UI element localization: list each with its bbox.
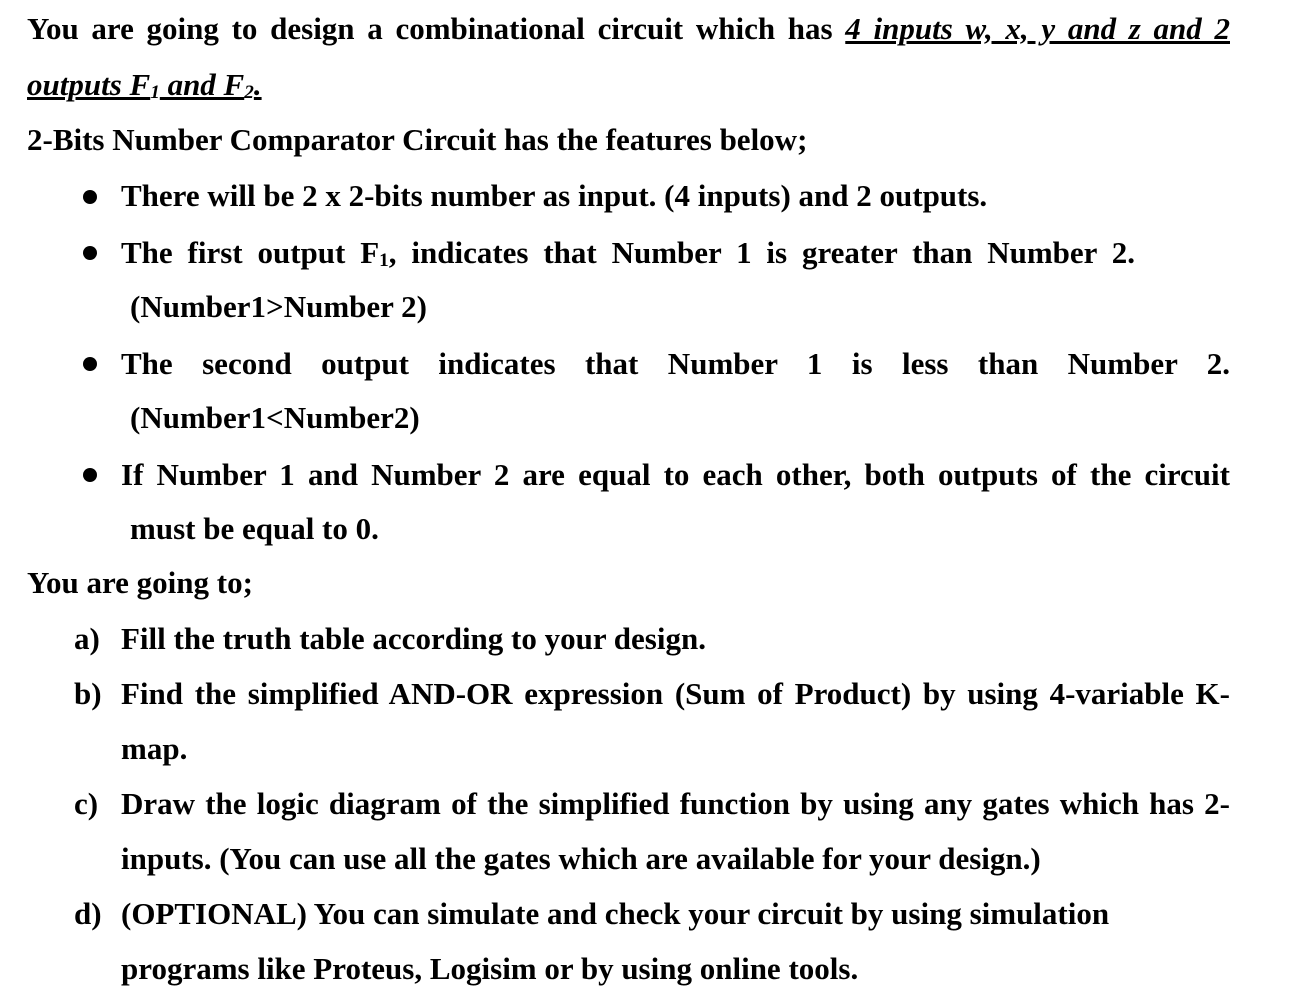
task-b-line-1: Find the simplified AND-OR expression (Sum of Product) by using 4-variable K- (121, 676, 1230, 711)
intro-line-1 (27, 13, 1230, 44)
feature-3-line-2: (Number1<Number2) (130, 400, 420, 435)
task-d-line-1: (OPTIONAL) You can simulate and check your circuit by using simulation (121, 896, 1110, 931)
section-title: 2-Bits Number Comparator Circuit has the features below; (27, 122, 808, 157)
task-b-marker: b) (74, 676, 102, 711)
intro-emphasis-2: outputs F1 and F2. (27, 67, 262, 103)
task-d-line-2: programs like Proteus, Logisim or by using online tools. (121, 951, 859, 986)
intro-prefix: You are going to design a combinational circuit which has (27, 11, 846, 46)
bullet-icon (83, 246, 97, 260)
feature-4-line-2: must be equal to 0. (130, 511, 379, 546)
feature-2-line-1: The first output F1, indicates that Number 1 is greater than Number 2. (121, 235, 1135, 271)
feature-1-line-1: There will be 2 x 2-bits number as input. (4 inputs) and 2 outputs. (121, 178, 988, 213)
task-a-line-1: Fill the truth table according to your design. (121, 621, 706, 656)
bullet-icon (83, 190, 97, 204)
task-c-marker: c) (74, 786, 99, 821)
task-d-marker: d) (74, 896, 102, 931)
intro-emphasis-1: 4 inputs w, x, y and z and 2 (845, 11, 1230, 46)
bullet-icon (83, 357, 97, 371)
tasks-title: You are going to; (27, 565, 253, 600)
feature-4-line-1: If Number 1 and Number 2 are equal to each other, both outputs of the circuit (121, 457, 1230, 492)
feature-3-line-1: The second output indicates that Number 1 is less than Number 2. (121, 346, 1230, 381)
bullet-icon (83, 468, 97, 482)
intro-line-2 (27, 69, 262, 102)
feature-2-line-2: (Number1>Number 2) (130, 289, 427, 324)
task-c-line-2: inputs. (You can use all the gates which are available for your design.) (121, 841, 1041, 876)
task-c-line-1: Draw the logic diagram of the simplified function by using any gates which has 2- (121, 786, 1230, 821)
task-b-line-2: map. (121, 731, 188, 766)
task-a-marker: a) (74, 621, 100, 656)
